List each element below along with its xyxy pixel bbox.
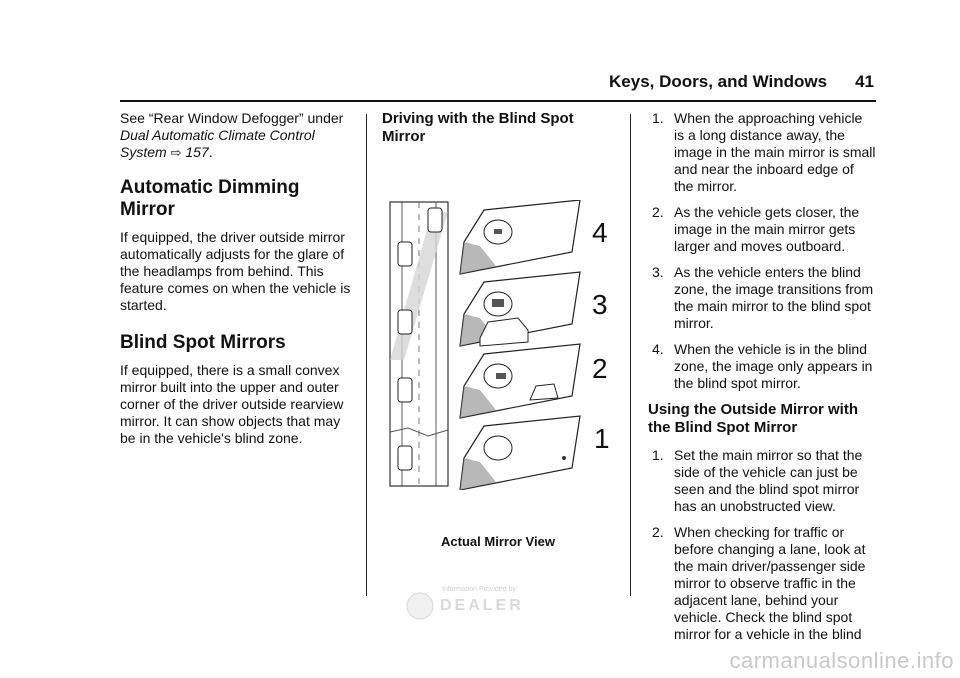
steps-list-b: [650, 447, 876, 643]
list-text: When checking for traffic or before changing a lane, look at the main driver/passenger side mirror to observe traffic in the adjacent lane, behind your vehicle. Check the blind spot mirror for a vehicle in the blind: [674, 524, 866, 642]
list-item: [650, 447, 876, 515]
stage-number-1: 1: [594, 423, 610, 454]
stage-number-4: 4: [592, 217, 608, 248]
column-divider-right: [630, 114, 631, 596]
heading-automatic-dimming: [120, 177, 354, 221]
section-title: Keys, Doors, and Windows: [609, 72, 828, 91]
distant-car-icon: [494, 229, 502, 234]
heading-driving-blind-spot: [382, 110, 608, 146]
footer-url[interactable]: carmanualsonline.info: [729, 648, 954, 673]
running-header: [560, 72, 874, 96]
mirror-stage-1: [460, 416, 580, 490]
list-number: 3.: [652, 264, 664, 280]
ref-page[interactable]: 157: [185, 144, 209, 160]
ref-arrow-icon: ⇨: [170, 145, 182, 160]
heading-line: the Blind Spot Mirror: [648, 419, 798, 436]
ref-prefix: See “Rear Window Defogger” under: [120, 110, 344, 126]
approaching-car-icon: [398, 446, 412, 470]
list-number: 4.: [652, 341, 664, 357]
stage-number-2: 2: [592, 353, 608, 384]
list-text: As the vehicle gets closer, the image in the main mirror gets larger and moves outboard.: [674, 204, 860, 254]
page-number: 41: [855, 72, 874, 91]
list-number: 2.: [652, 204, 664, 220]
list-item: [650, 524, 876, 643]
list-text: When the approaching vehicle is a long distance away, the image in the main mirror is small and near the inboard edge of the mirror.: [674, 110, 876, 194]
heading-using-outside-mirror: [648, 401, 876, 437]
list-item: [650, 264, 876, 332]
list-number: 2.: [652, 524, 664, 540]
heading-line: Driving with the Blind Spot: [382, 110, 574, 127]
list-item: [650, 110, 876, 195]
header-rule: [120, 100, 876, 102]
mirror-stage-2: [460, 344, 580, 418]
list-item: [650, 204, 876, 255]
list-text: When the vehicle is in the blind zone, the image only appears in the blind spot mirror.: [674, 341, 873, 391]
watermark-line2: DEALER: [440, 597, 524, 614]
list-text: As the vehicle enters the blind zone, the image transitions from the main mirror to the blind spot mirror.: [674, 264, 874, 331]
mirror-stage-3: [460, 272, 580, 346]
column-divider-left: [366, 114, 367, 596]
column-2: [382, 110, 608, 146]
list-number: 1.: [652, 447, 664, 463]
host-car-icon: [428, 208, 442, 232]
car-in-convex-icon: [496, 373, 506, 379]
cross-reference: [120, 110, 354, 161]
mid-car-icon: [492, 299, 504, 307]
stage-number-3: 3: [592, 289, 608, 320]
ref-suffix: .: [208, 144, 213, 160]
figure-caption: Actual Mirror View: [441, 534, 555, 549]
list-item: [650, 341, 876, 392]
watermark-line1: Information Provided by:: [442, 586, 518, 593]
ref-link-line2[interactable]: System: [120, 144, 167, 160]
approaching-car-icon: [398, 242, 412, 266]
ref-link-line1[interactable]: Dual Automatic Climate Control: [120, 127, 315, 143]
heading-line: Automatic Dimming: [120, 177, 300, 198]
approaching-car-icon: [398, 378, 412, 402]
dealer-watermark: [404, 582, 554, 622]
column-1: [120, 110, 354, 461]
far-car-dot: [562, 456, 566, 460]
approaching-car-icon: [398, 310, 412, 334]
mirror-view-illustration: [388, 200, 614, 490]
column-3: [650, 110, 876, 652]
auto-dim-paragraph: If equipped, the driver outside mirror automatically adjusts for the glare of the headlamps from behind. This feature comes on when the vehicle is started.: [120, 229, 351, 313]
heading-blind-spot-mirrors: Blind Spot Mirrors: [120, 332, 286, 353]
heading-line: Mirror: [382, 128, 426, 145]
steps-list-a: [650, 110, 876, 392]
heading-line: Using the Outside Mirror with: [648, 401, 859, 418]
watermark-graphic: [404, 582, 554, 622]
blind-spot-convex-mirror: [484, 436, 512, 460]
mirror-stage-4: [460, 200, 580, 274]
list-number: 1.: [652, 110, 664, 126]
list-text: Set the main mirror so that the side of the vehicle can just be seen and the blind spot mirror has an unobstructed view.: [674, 447, 863, 514]
mirror-diagram: [388, 200, 614, 490]
heading-line: Mirror: [120, 199, 175, 220]
globe-icon: [407, 593, 433, 619]
blind-spot-paragraph: If equipped, there is a small convex mirror built into the upper and outer corner of the driver outside rearview mirror. It can show objects that may be in the vehicle's blind zone.: [120, 362, 344, 446]
